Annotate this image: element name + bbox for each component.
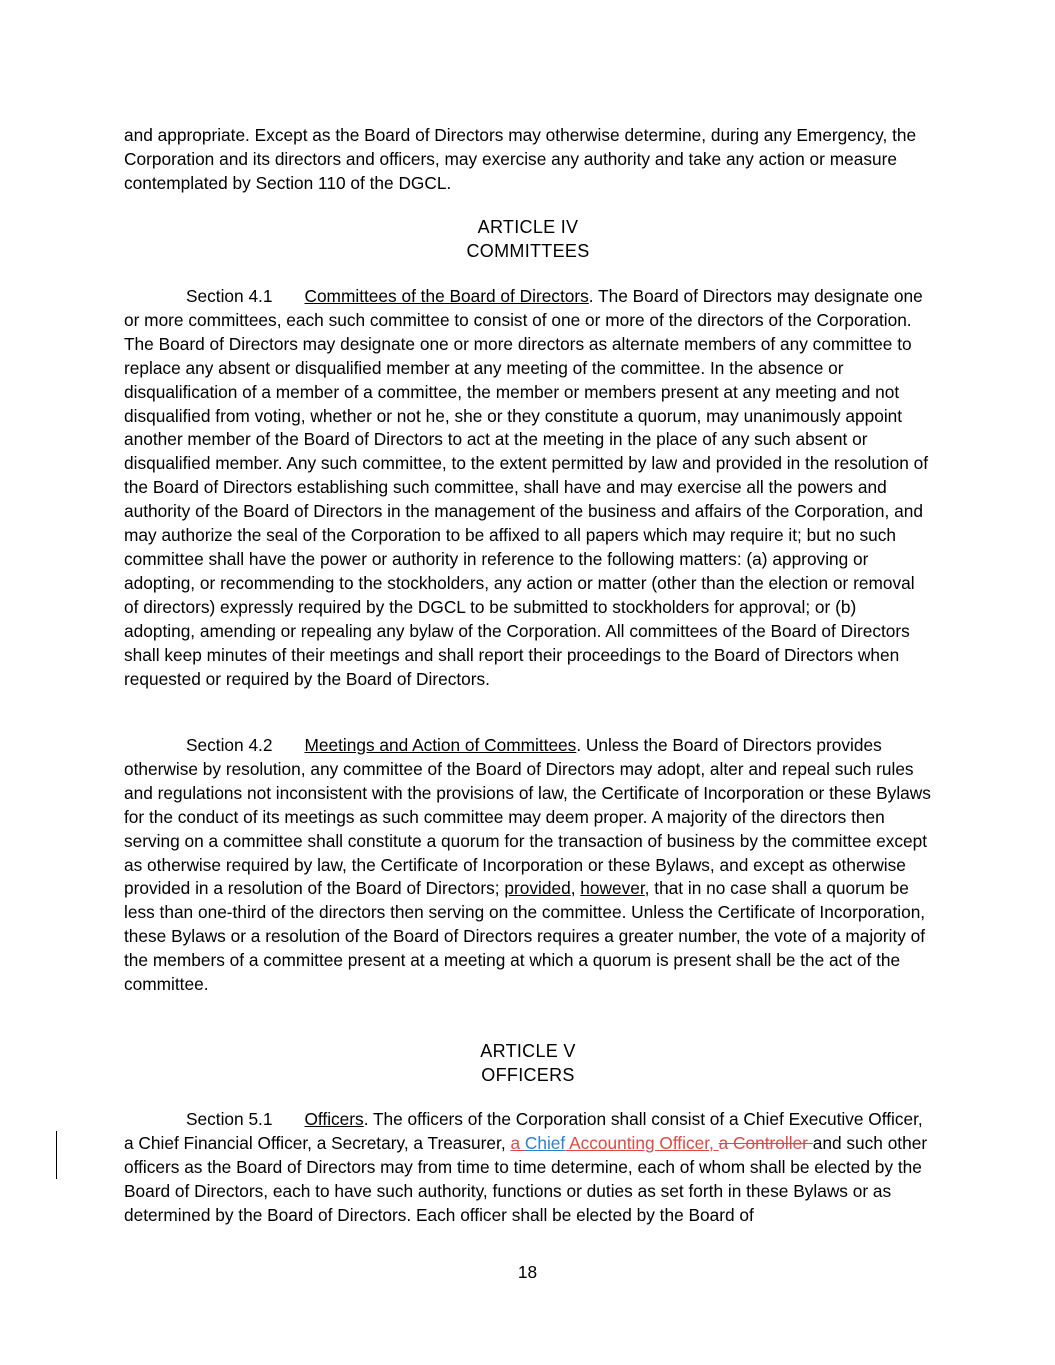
provided-term: provided: [504, 878, 571, 899]
section-5-1-paragraph: [124, 1108, 932, 1228]
inserted-text-a: a: [510, 1132, 525, 1153]
section-5-1-body-b: and such other officers as the Board of Directors may from time to time determine, each of whom shall be elected by the Board of Directors, each to have such authority, functions or duties as set forth in these Bylaws or as determined by the Board of Directors. Each officer shall be elected by the Board of: [124, 1132, 928, 1225]
deleted-text-controller: a Controller: [718, 1132, 813, 1153]
section-4-1-number: Section 4.1: [186, 286, 273, 306]
inserted-text-chief: Chief: [524, 1132, 566, 1153]
section-4-2-paragraph: [124, 734, 932, 997]
article-v-heading: [124, 1040, 932, 1087]
section-4-2-body-b: , that in no case shall a quorum be less than one-third of the directors then serving on the committee. Unless the Certificate of Incorporation, these Bylaws or a resolution of the Board of Directors requires a greater number, the vote of a majority of the members of a committee present at a meeting at which a quorum is present shall be the act of the committee.: [124, 878, 926, 995]
intro-paragraph: [124, 124, 932, 196]
however-term: however: [580, 878, 645, 899]
comma: ,: [570, 878, 581, 899]
revision-change-bar: [56, 1131, 57, 1179]
section-4-1-paragraph: [124, 285, 932, 691]
intro-text: and appropriate. Except as the Board of Directors may otherwise determine, during any Emergency, the Corporation and its directors and officers, may exercise any authority and take any action or measure contemplated by Section 110 of the DGCL.: [124, 125, 917, 193]
article-iv-subtitle: COMMITTEES: [466, 240, 590, 261]
section-5-1-body-a: . The officers of the Corporation shall consist of a Chief Executive Officer, a Chief Financial Officer, a Secretary, a Treasurer,: [124, 1109, 923, 1153]
page-number: 18: [517, 1262, 538, 1282]
section-4-1-body: . The Board of Directors may designate one or more committees, each such committee to consist of one or more of the directors of the Corporation. The Board of Directors may designate one or more directors as alternate members of any committee to replace any absent or disqualified member at any meeting of the committee. In the absence or disqualification of a member of a committee, the member or members present at any meeting and not disqualified from voting, whether or not he, she or they constitute a quorum, may unanimously appoint another member of the Board of Directors to act at the meeting in the place of any such absent or disqualified member. Any such committee, to the extent permitted by law and provided in the resolution of the Board of Directors establishing such committee, shall have and may exercise all the powers and authority of the Board of Directors in the management of the business and affairs of the Corporation, and may authorize the seal of the Corporation to be affixed to all papers which may require it; but no such committee shall have the power or authority in reference to the following matters: (a) approving or adopting, or recommending to the stockholders, any action or matter (other than the election or removal of directors) expressly required by the DGCL to be submitted to stockholders for approval; or (b) adopting, amending or repealing any bylaw of the Corporation. All committees of the Board of Directors shall keep minutes of their meetings and shall report their proceedings to the Board of Directors when requested or required by the Board of Directors.: [124, 286, 929, 689]
section-5-1-heading: Officers: [304, 1109, 364, 1129]
article-iv-heading: [124, 216, 932, 263]
inserted-text-accounting-officer: Accounting Officer,: [565, 1132, 719, 1153]
section-5-1-number: Section 5.1: [186, 1109, 273, 1129]
article-iv-title: ARTICLE IV: [477, 217, 579, 237]
section-4-1-heading: Committees of the Board of Directors: [304, 286, 589, 306]
section-4-2-number: Section 4.2: [186, 735, 273, 755]
section-4-2-heading: Meetings and Action of Committees: [304, 735, 577, 755]
article-v-title: ARTICLE V: [480, 1041, 576, 1061]
section-4-2-body-a: . Unless the Board of Directors provides otherwise by resolution, any committee of the Board of Directors may adopt, alter and repeal such rules and regulations not inconsistent with the provisions of law, the Certificate of Incorporation or these Bylaws for the conduct of its meetings as such committee may deem proper. A majority of the directors then serving on a committee shall constitute a quorum for the transaction of business by the committee except as otherwise required by law, the Certificate of Incorporation or these Bylaws, and except as otherwise provided in a resolution of the Board of Directors;: [124, 735, 931, 899]
article-v-subtitle: OFFICERS: [481, 1064, 575, 1085]
